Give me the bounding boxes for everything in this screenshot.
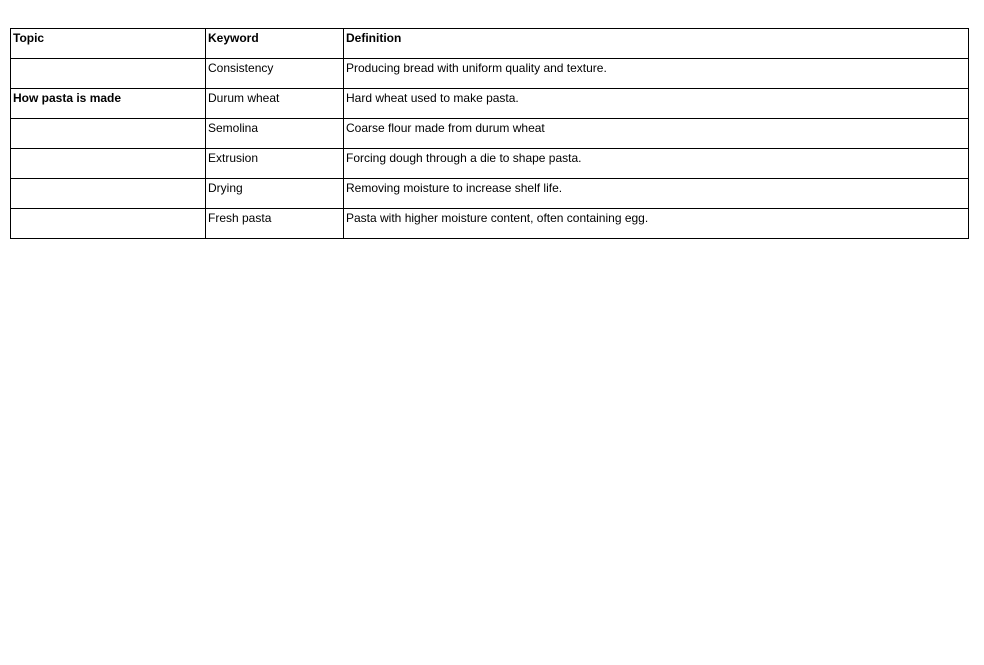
topic-cell[interactable]	[11, 59, 206, 89]
header-definition[interactable]: Definition	[344, 29, 969, 59]
topic-cell[interactable]: How pasta is made	[11, 89, 206, 119]
header-row	[11, 29, 969, 59]
definition-cell[interactable]: Coarse flour made from durum wheat	[344, 119, 969, 149]
keyword-cell[interactable]: Semolina	[206, 119, 344, 149]
table-row	[11, 119, 969, 149]
topic-cell[interactable]	[11, 179, 206, 209]
glossary-table	[10, 28, 969, 239]
definition-cell[interactable]: Pasta with higher moisture content, often containing egg.	[344, 209, 969, 239]
definition-cell[interactable]: Hard wheat used to make pasta.	[344, 89, 969, 119]
table-row	[11, 179, 969, 209]
table-row	[11, 89, 969, 119]
header-topic[interactable]: Topic	[11, 29, 206, 59]
keyword-cell[interactable]: Consistency	[206, 59, 344, 89]
topic-cell[interactable]	[11, 149, 206, 179]
definition-cell[interactable]: Producing bread with uniform quality and texture.	[344, 59, 969, 89]
keyword-cell[interactable]: Fresh pasta	[206, 209, 344, 239]
table-row	[11, 149, 969, 179]
header-keyword[interactable]: Keyword	[206, 29, 344, 59]
definition-cell[interactable]: Forcing dough through a die to shape pasta.	[344, 149, 969, 179]
topic-cell[interactable]	[11, 209, 206, 239]
keyword-cell[interactable]: Extrusion	[206, 149, 344, 179]
table-row	[11, 59, 969, 89]
table-row	[11, 209, 969, 239]
keyword-cell[interactable]: Durum wheat	[206, 89, 344, 119]
keyword-cell[interactable]: Drying	[206, 179, 344, 209]
definition-cell[interactable]: Removing moisture to increase shelf life.	[344, 179, 969, 209]
topic-cell[interactable]	[11, 119, 206, 149]
glossary-sheet	[10, 28, 969, 239]
